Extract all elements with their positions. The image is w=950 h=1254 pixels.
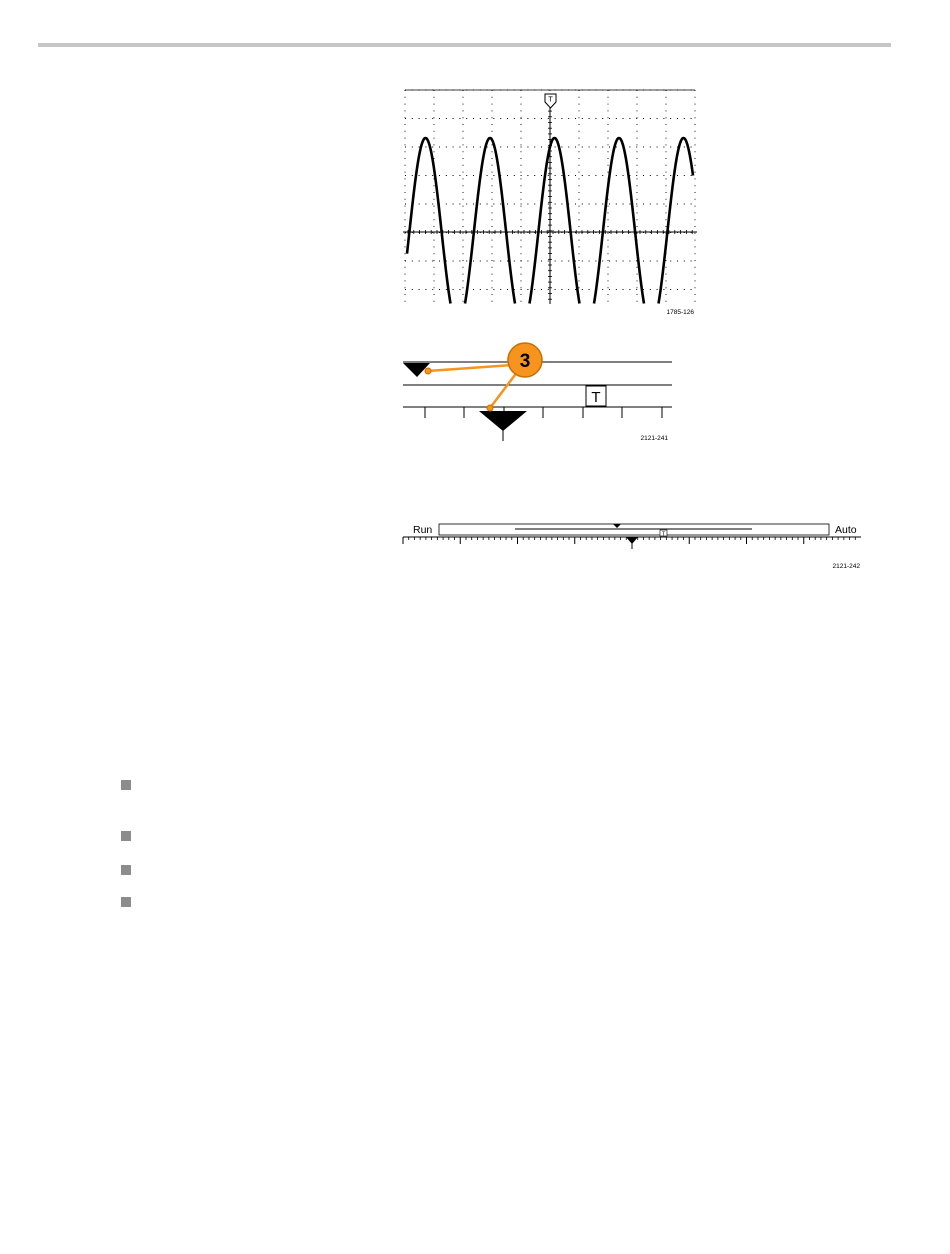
bullet-marker-icon <box>121 865 131 875</box>
trigger-marker-label: T <box>548 94 553 104</box>
record-bar-figure <box>0 0 950 580</box>
trigger-box-label: T <box>591 389 601 406</box>
run-status-label: Run <box>413 524 433 536</box>
figure-id: 2121-241 <box>640 435 668 442</box>
figure-id: 2121-242 <box>832 563 860 570</box>
figure-id: 1785-126 <box>666 309 694 316</box>
bullet-marker-icon <box>121 780 131 790</box>
record-trigger-marker <box>660 530 667 538</box>
record-trigger-label: T <box>661 531 666 538</box>
bullet-marker-icon <box>121 897 131 907</box>
bullet-marker-icon <box>121 831 131 841</box>
trigger-mode-label: Auto <box>835 524 857 536</box>
callout-number: 3 <box>519 351 531 372</box>
expansion-point-marker-icon <box>626 537 638 544</box>
